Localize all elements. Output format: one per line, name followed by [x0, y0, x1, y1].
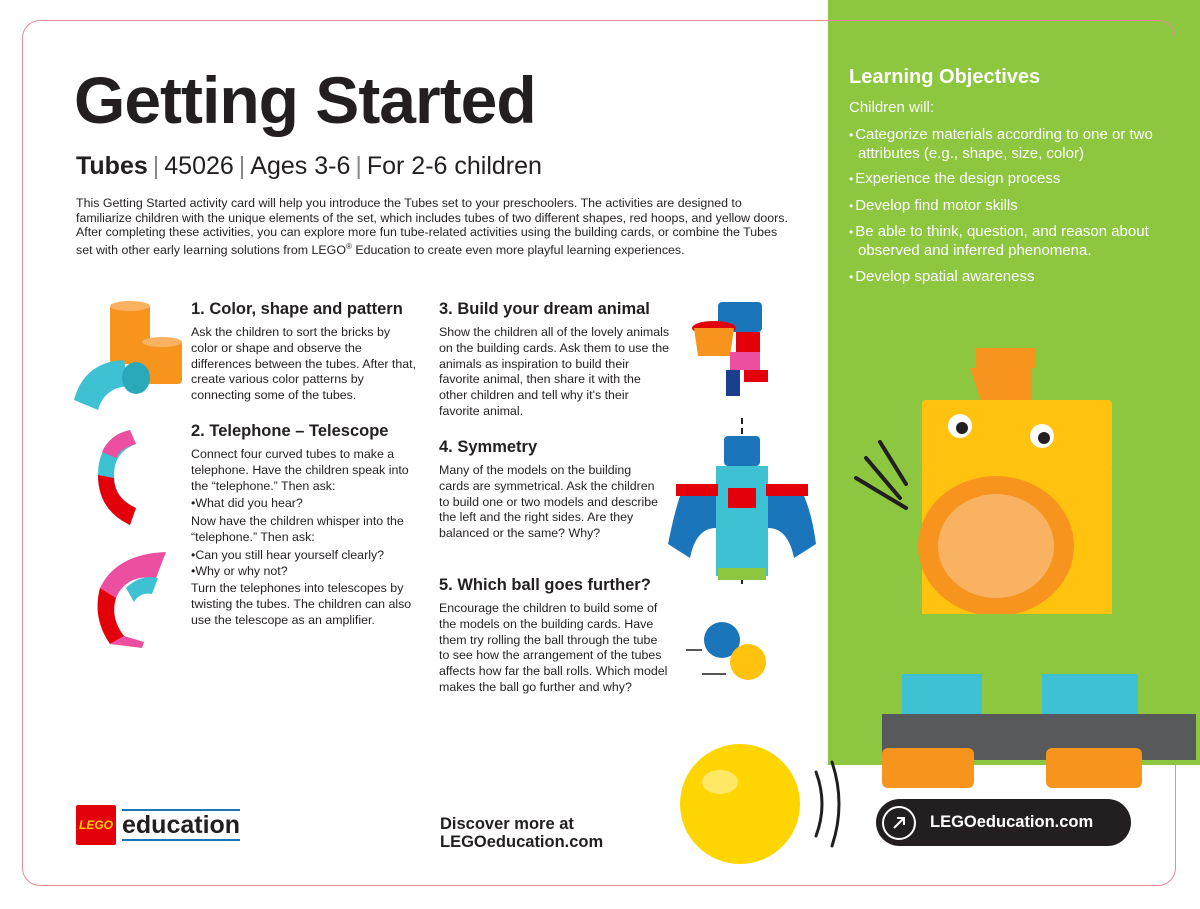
page-subtitle [76, 152, 542, 181]
separator: | [355, 152, 362, 180]
activity-body: Ask the children to sort the bricks by color or shape and observe the differences between the tubes. After that, create various color patterns by connecting some of the tubes. [191, 325, 417, 403]
activity-body: Connect four curved tubes to make a telephone. Have the children speak into the “telephone.” Then ask: [191, 447, 409, 493]
activity-body-end: Turn the telephones into telescopes by twisting the tubes. The children can also use the telescope as an amplifier. [191, 581, 412, 627]
question-item: • Can you still hear yourself clearly? [191, 548, 421, 564]
page-title: Getting Started [74, 63, 536, 137]
discover-line: Discover more at [440, 815, 574, 833]
intro-text: This Getting Started activity card will help you introduce the Tubes set to your preschoolers. The activities are designed to familiarize children with the unique elements of the set, which includes tubes of two different shapes, red hoops, and yellow doors. After completing these activities, you can explore more fun tube-related activities using the building cards, or combine the Tubes set with other early learning solutions from LEGO [76, 196, 788, 257]
discover-more [440, 815, 603, 851]
activity-color-shape [191, 300, 419, 404]
activity-title: 4. Symmetry [439, 438, 538, 456]
activity-telephone [191, 422, 421, 629]
tubes-illustration [64, 300, 188, 420]
yellow-ball-illustration [676, 742, 846, 872]
question-list [191, 548, 421, 580]
website-link[interactable]: LEGOeducation.com [930, 813, 1094, 831]
age-range: Ages 3-6 [250, 152, 351, 180]
objectives-lead: Children will: [849, 99, 935, 116]
objective-item: • Experience the design process [849, 170, 1169, 189]
objectives-list [849, 126, 1169, 286]
intro-text-end: Education to create even more playful learning experiences. [351, 242, 685, 257]
learning-objectives [849, 66, 1169, 294]
activity-title: 5. Which ball goes further? [439, 576, 651, 594]
dream-animal-illustration [690, 298, 774, 402]
set-number: 45026 [164, 152, 234, 180]
group-size: For 2-6 children [366, 152, 542, 180]
intro-paragraph [76, 196, 788, 258]
activity-symmetry [439, 438, 661, 542]
separator: | [238, 152, 246, 180]
activity-body: Many of the models on the building cards are symmetrical. Ask the children to build one or two models and describe the left and the right sides. Are they balanced or the same? Why? [439, 463, 659, 541]
activity-title: 2. Telephone – Telescope [191, 422, 389, 440]
objective-item: • Develop spatial awareness [849, 268, 1169, 287]
objective-item: • Categorize materials according to one or two attributes (e.g., shape, size, color) [849, 126, 1169, 162]
activity-title: 1. Color, shape and pattern [191, 300, 403, 318]
tube-animal-model-illustration [846, 338, 1196, 798]
telescope-tube-illustration [96, 548, 172, 648]
registered-mark: ® [345, 241, 352, 251]
separator: | [152, 152, 160, 180]
balls-illustration [682, 614, 774, 688]
activity-body: Encourage the children to build some of the models on the building cards. Have them try rolling the ball through the tube to see how the arrangement of the tubes affects how far the ball rolls. Which model makes the ball go further and why? [439, 601, 668, 694]
activity-title: 3. Build your dream animal [439, 300, 650, 318]
education-wordmark: education [122, 811, 241, 839]
lego-education-logo [76, 805, 240, 845]
discover-url[interactable]: LEGOeducation.com [440, 833, 604, 851]
arrow-up-right-icon [882, 806, 916, 840]
objectives-title: Learning Objectives [849, 66, 1041, 88]
objective-item: • Be able to think, question, and reason about observed and inferred phenomena. [849, 223, 1169, 259]
activity-body: Show the children all of the lovely animals on the building cards. Ask them to use the animals as inspiration to build their favorite animal, then share it with the other children and tell why it's their favorite animal. [439, 325, 670, 418]
activity-body-middle: Now have the children whisper into the “telephone.” Then ask: [191, 514, 404, 544]
website-link-pill[interactable] [876, 799, 1131, 846]
question-list [191, 496, 421, 512]
telephone-tube-illustration [90, 420, 160, 540]
question-item: • Why or why not? [191, 564, 421, 580]
objective-item: • Develop find motor skills [849, 197, 1169, 216]
symmetry-illustration [666, 418, 820, 588]
activity-dream-animal [439, 300, 671, 420]
question-item: • What did you hear? [191, 496, 421, 512]
product-name: Tubes [76, 152, 148, 180]
lego-logo-mark: LEGO [76, 805, 116, 845]
activity-ball [439, 576, 671, 696]
